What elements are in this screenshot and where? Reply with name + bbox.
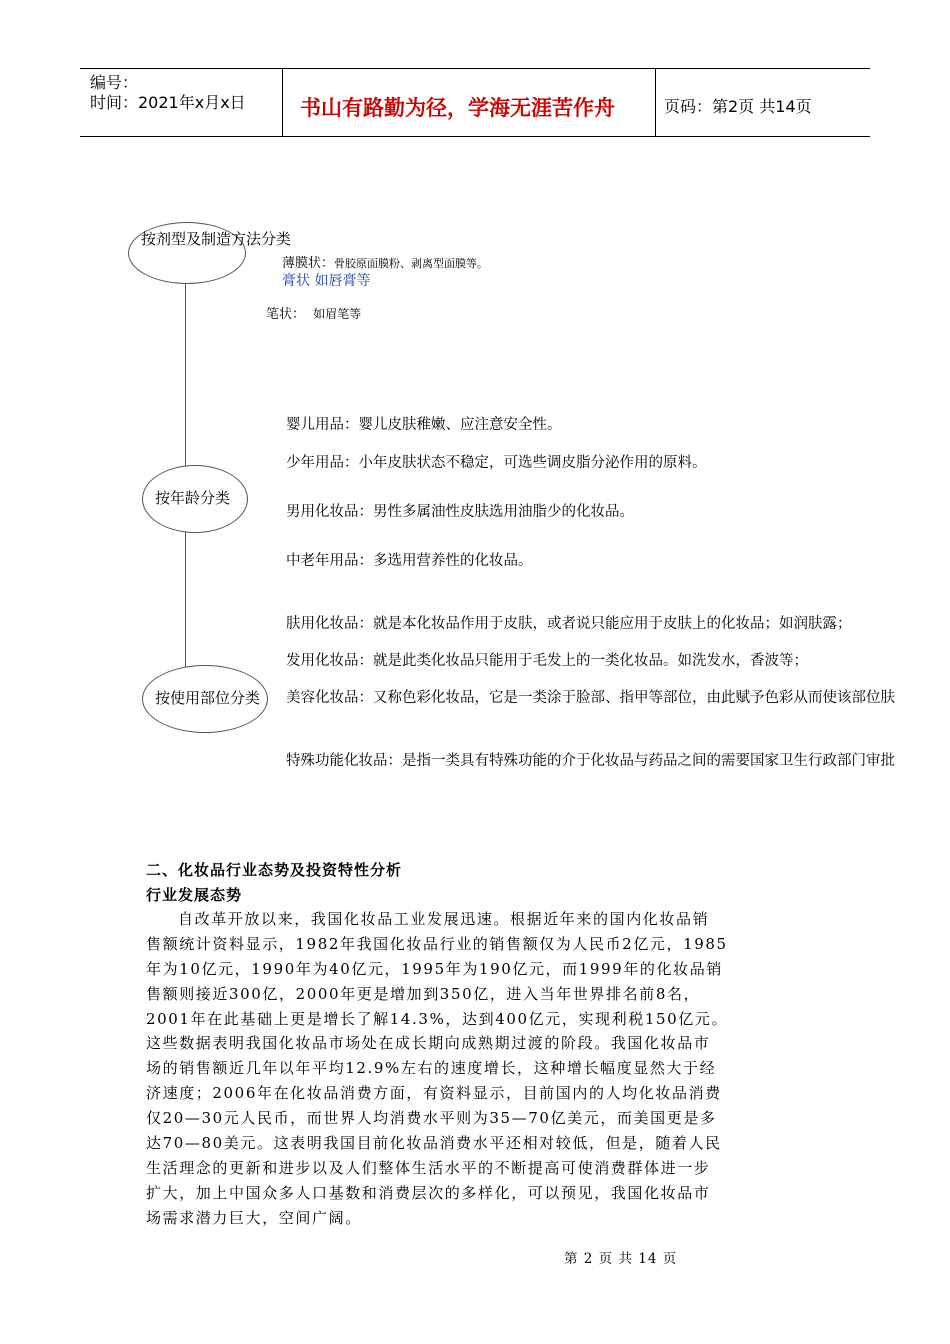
header-divider-2 [655, 68, 656, 136]
dosage-item-paste: 膏状 如唇膏等 [282, 273, 371, 289]
paragraph-line: 这些数据表明我国化妆品市场处在成长期向成熟期过渡的阶段。我国化妆品市 [146, 1034, 711, 1052]
dosage-item-paste-cut [282, 270, 371, 289]
paragraph-line: 售额则接近300亿，2000年更是增加到350亿，进入当年世界排名前8名， [146, 985, 701, 1003]
paragraph-line: 2001年在此基础上更是增长了解14.3%，达到400亿元，实现利税150亿元。 [146, 1010, 729, 1028]
dosage-item-film-desc: 骨胶原面膜粉、剥离型面膜等。 [334, 257, 489, 270]
category-label-body-part: 按使用部位分类 [155, 689, 261, 707]
dosage-item-pen [266, 303, 361, 322]
category-label-dosage: 按剂型及制造方法分类 [141, 230, 292, 248]
dosage-item-pen-name: 笔状： [266, 307, 306, 322]
header-bottom-border [80, 136, 870, 137]
age-item-infant: 婴儿用品：婴儿皮肤稚嫩、应注意安全性。 [286, 417, 562, 433]
paragraph-line: 达70—80美元。这表明我国目前化妆品消费水平还相对较低，但是，随着人民 [146, 1134, 722, 1152]
header-top-border [80, 68, 870, 69]
age-item-elder: 中老年用品：多选用营养性的化妆品。 [286, 553, 533, 569]
header-page: 页码：第2页 共14页 [664, 97, 812, 116]
page-footer: 第 2 页 共 14 页 [564, 1251, 678, 1267]
dosage-item-film [282, 252, 488, 271]
paragraph-line: 年为10亿元，1990年为40亿元，1995年为190亿元，而1999年的化妆品销 [146, 960, 723, 978]
part-item-hair: 发用化妆品：就是此类化妆品只能用于毛发上的一类化妆品。如洗发水，香波等； [286, 653, 808, 669]
paragraph-line: 场需求潜力巨大，空间广阔。 [146, 1209, 362, 1227]
paragraph-line: 生活理念的更新和进步以及人们整体生活水平的不断提高可使消费群体进一步 [146, 1159, 711, 1177]
age-item-youth: 少年用品：小年皮肤状态不稳定，可选些调皮脂分泌作用的原料。 [286, 455, 707, 471]
section-title: 二、化妆品行业态势及投资特性分析 [146, 861, 403, 879]
part-item-makeup: 美容化妆品：又称色彩化妆品，它是一类涂于脸部、指甲等部位，由此赋予色彩从而使该部位肤 [286, 690, 895, 706]
paragraph-line: 场的销售额近几年以年平均12.9%左右的速度增长，这种增长幅度显然大于经 [146, 1059, 717, 1077]
header-divider-1 [282, 68, 283, 136]
header-date: 时间：2021年x月x日 [90, 93, 246, 112]
part-item-skin: 肤用化妆品：就是本化妆品作用于皮肤，或者说只能应用于皮肤上的化妆品；如润肤露； [286, 616, 852, 632]
age-item-men: 男用化妆品：男性多属油性皮肤选用油脂少的化妆品。 [286, 504, 634, 520]
category-label-age: 按年龄分类 [155, 489, 231, 507]
paragraph-line: 仅20—30元人民币，而世界人均消费水平则为35—70亿美元，而美国更是多 [146, 1109, 717, 1127]
paragraph-line: 自改革开放以来，我国化妆品工业发展迅速。根据近年来的国内化妆品销 [178, 910, 710, 928]
section-subtitle: 行业发展态势 [146, 886, 243, 904]
header-number: 编号： [90, 73, 139, 92]
paragraph-line: 济速度；2006年在化妆品消费方面，有资料显示，目前国内的人均化妆品消费 [146, 1084, 722, 1102]
header-motto: 书山有路勤为径，学海无涯苦作舟 [300, 96, 615, 120]
part-item-special: 特殊功能化妆品：是指一类具有特殊功能的介于化妆品与药品之间的需要国家卫生行政部门审批 [286, 753, 895, 769]
dosage-item-pen-desc: 如眉笔等 [313, 307, 362, 321]
dosage-item-film-name: 薄膜状： [282, 256, 335, 271]
paragraph-line: 售额统计资料显示，1982年我国化妆品行业的销售额仅为人民币2亿元，1985 [146, 935, 728, 953]
paragraph-line: 扩大，加上中国众多人口基数和消费层次的多样化，可以预见，我国化妆品市 [146, 1184, 711, 1202]
